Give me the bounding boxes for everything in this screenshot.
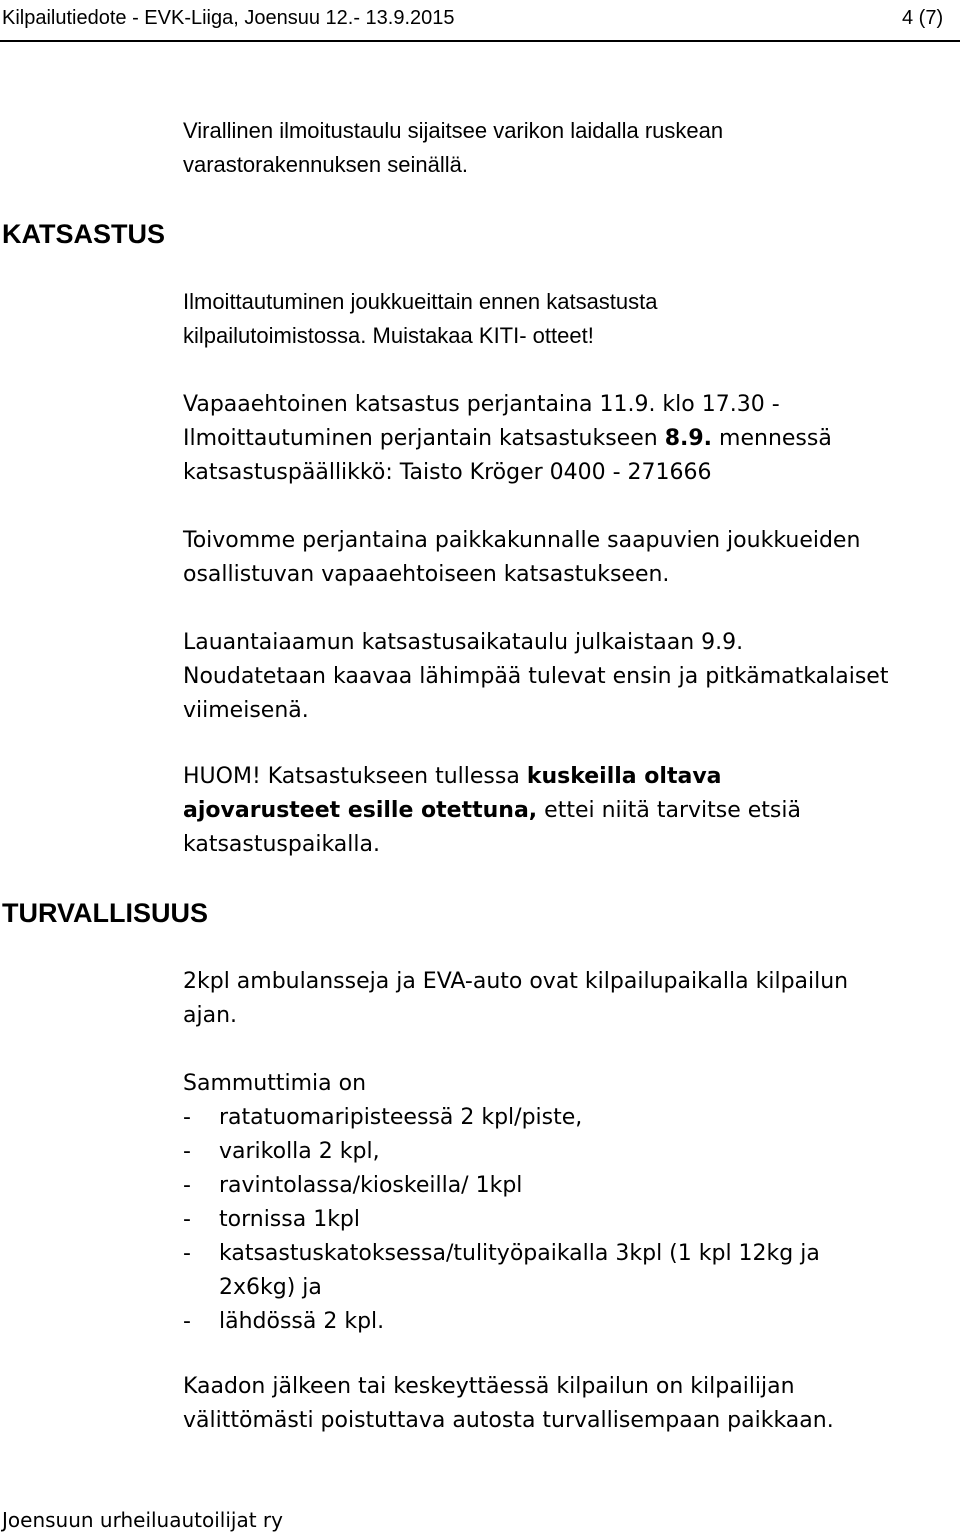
footer-organization: Joensuun urheiluautoilijat ry — [2, 1508, 283, 1532]
list-dash: - — [183, 1241, 191, 1266]
registration-paragraph — [183, 285, 960, 353]
list-item-continuation — [183, 1271, 960, 1305]
ambulance-paragraph — [183, 965, 960, 1033]
text-segment: Ilmoittautuminen perjantain katsastukseen — [183, 426, 665, 451]
list-dash: - — [183, 1173, 191, 1198]
extinguisher-section — [183, 1067, 960, 1339]
list-item-text: lähdössä 2 kpl. — [219, 1309, 385, 1334]
text-line: Kaadon jälkeen tai keskeyttäessä kilpailun on kilpailijan — [183, 1374, 795, 1399]
extinguisher-intro: Sammuttimia on — [183, 1071, 367, 1096]
emphasis-text: ajovarusteet esille otettuna, — [183, 798, 538, 823]
emphasis-text: kuskeilla oltava — [526, 764, 722, 789]
text-segment: mennessä — [712, 426, 832, 451]
text-segment: HUOM! Katsastukseen tullessa — [183, 764, 527, 789]
text-line: katsastuspaikalla. — [183, 832, 380, 857]
note-paragraph — [183, 760, 960, 862]
voluntary-hope-paragraph — [183, 524, 960, 592]
text-line: välittömästi poistuttava autosta turvallisempaan paikkaan. — [183, 1408, 834, 1433]
list-item — [183, 1237, 960, 1271]
list-item-text: ravintolassa/kioskeilla/ 1kpl — [219, 1173, 523, 1198]
text-line — [183, 794, 960, 828]
list-item — [183, 1305, 960, 1339]
text-line: Noudatetaan kaavaa lähimpää tulevat ensin ja pitkämatkalaiset — [183, 664, 889, 689]
list-item-text: ratatuomaripisteessä 2 kpl/piste, — [219, 1105, 583, 1130]
text-line — [183, 422, 960, 456]
list-item-text: varikolla 2 kpl, — [219, 1139, 380, 1164]
text-line — [183, 760, 960, 794]
text-line: Vapaaehtoinen katsastus perjantaina 11.9. klo 17.30 - — [183, 392, 780, 417]
notice-board-paragraph — [183, 114, 960, 182]
list-item — [183, 1203, 960, 1237]
document-header-title: Kilpailutiedote - EVK-Liiga, Joensuu 12.- 13.9.2015 — [2, 7, 455, 29]
text-segment: ettei niitä tarvitse etsiä — [537, 798, 801, 823]
deadline-date: 8.9. — [664, 426, 713, 451]
header-divider — [0, 40, 960, 42]
list-item-text: 2x6kg) ja — [219, 1275, 322, 1300]
text-line: kilpailutoimistossa. Muistakaa KITI- otteet! — [183, 323, 594, 348]
text-line: ajan. — [183, 1003, 238, 1028]
text-line: osallistuvan vapaaehtoiseen katsastukseen. — [183, 562, 670, 587]
voluntary-inspection-paragraph — [183, 388, 960, 490]
text-line: viimeisenä. — [183, 698, 309, 723]
text-line: Virallinen ilmoitustaulu sijaitsee varikon laidalla ruskean — [183, 118, 724, 143]
text-line: varastorakennuksen seinällä. — [183, 152, 468, 177]
text-line: Lauantaiaamun katsastusaikataulu julkaistaan 9.9. — [183, 630, 744, 655]
section-heading-turvallisuus: TURVALLISUUS — [2, 898, 209, 928]
page-number: 4 (7) — [902, 7, 944, 29]
list-item-text: tornissa 1kpl — [219, 1207, 361, 1232]
text-line: Toivomme perjantaina paikkakunnalle saapuvien joukkueiden — [183, 528, 861, 553]
list-item — [183, 1169, 960, 1203]
list-dash: - — [183, 1207, 191, 1232]
inspection-chief-contact: katsastuspäällikkö: Taisto Kröger 0400 - 271666 — [183, 460, 712, 485]
schedule-paragraph — [183, 626, 960, 728]
rollover-paragraph — [183, 1370, 960, 1438]
list-dash: - — [183, 1105, 191, 1130]
list-dash: - — [183, 1139, 191, 1164]
text-line: 2kpl ambulansseja ja EVA-auto ovat kilpailupaikalla kilpailun — [183, 969, 849, 994]
text-line: Ilmoittautuminen joukkueittain ennen katsastusta — [183, 289, 658, 314]
list-item — [183, 1135, 960, 1169]
list-item — [183, 1101, 960, 1135]
section-heading-katsastus: KATSASTUS — [2, 219, 166, 249]
list-dash: - — [183, 1309, 191, 1334]
list-item-text: katsastuskatoksessa/tulityöpaikalla 3kpl (1 kpl 12kg ja — [219, 1241, 820, 1266]
